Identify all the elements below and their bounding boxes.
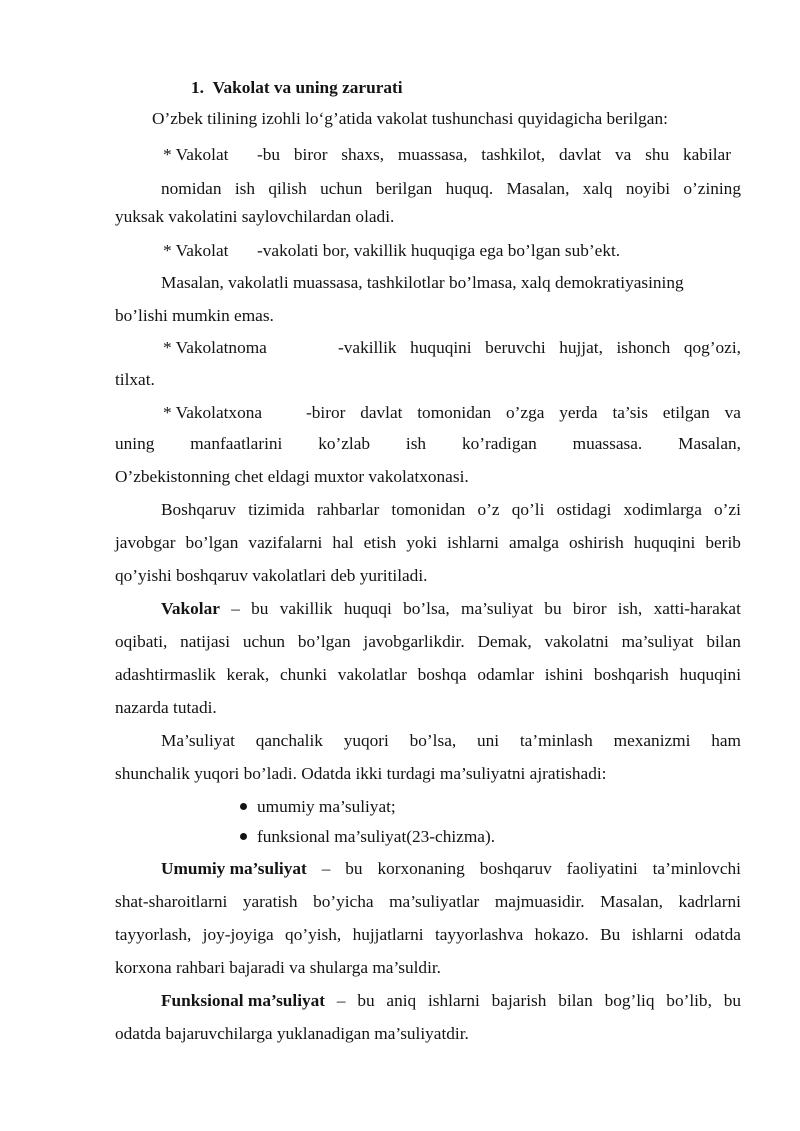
word: boshqaruv xyxy=(479,859,552,878)
word: berib xyxy=(705,533,741,552)
word: boshqa xyxy=(417,665,467,684)
word: tizimida xyxy=(248,500,305,519)
word: bajarish xyxy=(491,991,547,1010)
word: ish xyxy=(234,179,255,198)
word: qanchalik xyxy=(255,731,323,750)
intro-line: O’zbek tilining izohli lo‘g’atida vakolat tushunchasi quyidagicha berilgan: xyxy=(152,109,668,128)
word: kadrlarni xyxy=(678,892,741,911)
word: ta’sis xyxy=(612,403,648,422)
word: – xyxy=(231,599,240,618)
para2-line4: nazarda tutadi. xyxy=(115,698,217,717)
word: uni xyxy=(476,731,500,750)
def4-line1 xyxy=(306,402,741,424)
word: hal xyxy=(332,533,354,552)
bold-term: Umumiy ma’suliyat xyxy=(161,859,307,878)
word: va xyxy=(615,145,632,164)
word: adashtirmaslik xyxy=(115,665,216,684)
word: huquqi xyxy=(343,599,392,618)
word: ma’suliyatlar xyxy=(389,892,480,911)
word: boshqarish xyxy=(593,665,669,684)
word: muassasa. xyxy=(572,434,643,453)
section-heading xyxy=(191,77,403,99)
def4-line3: O’zbekistonning chet eldagi muxtor vakolatxonasi. xyxy=(115,467,469,486)
word: uning xyxy=(115,434,155,453)
word: Boshqaruv xyxy=(161,500,236,519)
word: xodimlarga xyxy=(623,500,702,519)
word: xatti-harakat xyxy=(653,599,741,618)
word: ko’radigan xyxy=(461,434,537,453)
word: tayyorlashva xyxy=(434,925,524,944)
word: rahbarlar xyxy=(316,500,380,519)
heading-title: Vakolat va uning zarurati xyxy=(212,78,403,97)
def2-definition: -vakolati bor, vakillik huquqiga ega bo’lgan sub’ekt. xyxy=(257,241,621,260)
heading-number: 1. xyxy=(191,78,204,97)
word: bilan xyxy=(706,632,741,651)
word: o’zga xyxy=(506,403,545,422)
para1-line1 xyxy=(161,499,741,521)
word: vakolatni xyxy=(544,632,609,651)
para4-line1 xyxy=(161,858,741,880)
word: huquq. xyxy=(445,179,494,198)
word: manfaatlarini xyxy=(190,434,283,453)
word: bu xyxy=(357,991,375,1010)
word: shat-sharoitlarni xyxy=(115,892,228,911)
bullet-dot-icon xyxy=(240,833,247,840)
para1-line3: qo’yishi boshqaruv vakolatlari deb yuritiladi. xyxy=(115,566,428,585)
bold-term: Funksional ma’suliyat xyxy=(161,991,326,1010)
def1-line2 xyxy=(161,178,741,200)
word: javobgarlikdir. xyxy=(363,632,465,651)
para5-line2: odatda bajaruvchilarga yuklanadigan ma’suliyatdir. xyxy=(115,1024,469,1043)
word: odatda xyxy=(694,925,741,944)
def1-line1 xyxy=(257,144,731,166)
word: noyibi xyxy=(625,179,671,198)
word: beruvchi xyxy=(485,338,546,357)
para4-line3 xyxy=(115,924,741,946)
word: – xyxy=(336,991,346,1010)
word: huquqini xyxy=(679,665,741,684)
word: uchun xyxy=(320,179,363,198)
bullet-item: funksional ma’suliyat(23-chizma). xyxy=(240,826,495,848)
word: bu xyxy=(251,599,269,618)
word: ishlarni xyxy=(428,991,480,1010)
word: huquqini xyxy=(633,533,696,552)
word: ostidagi xyxy=(556,500,612,519)
word: hujjat, xyxy=(559,338,603,357)
bullet-dot-icon xyxy=(240,803,247,810)
def2-line3: bo’lishi mumkin emas. xyxy=(115,306,274,325)
def3-line1 xyxy=(338,337,741,359)
word: bo’lgan xyxy=(185,533,239,552)
word: ta’minlovchi xyxy=(652,859,741,878)
word: qo’li xyxy=(511,500,545,519)
word: ishlarni xyxy=(631,925,684,944)
word: tomonidan xyxy=(417,403,492,422)
def1-term: * Vakolat xyxy=(163,145,229,164)
word: bo’lgan xyxy=(297,632,351,651)
para2-line3 xyxy=(115,664,741,686)
bullet-item: umumiy ma’suliyat; xyxy=(240,796,396,818)
word: Ma’suliyat xyxy=(161,731,235,750)
word: muassasa, xyxy=(397,145,468,164)
word: bo’lsa, xyxy=(409,731,457,750)
word: odamlar xyxy=(477,665,534,684)
word: Masalan, xyxy=(600,892,664,911)
para5-line1 xyxy=(161,990,741,1012)
word: -bu xyxy=(257,145,281,164)
word: faoliyatini xyxy=(566,859,638,878)
def1-line3: yuksak vakolatini saylovchilardan oladi. xyxy=(115,207,395,226)
word: hujjatlarni xyxy=(352,925,424,944)
word: biror xyxy=(572,599,607,618)
word: qilish xyxy=(268,179,307,198)
word: o’zi xyxy=(714,500,741,519)
word: mexanizmi xyxy=(613,731,691,750)
word: etilgan xyxy=(662,403,710,422)
word: bu xyxy=(345,859,363,878)
word: ishini xyxy=(544,665,584,684)
def2-term: * Vakolat xyxy=(163,241,229,260)
word: shu xyxy=(645,145,670,164)
word: bo’lsa, xyxy=(403,599,450,618)
word: majmuasidir. xyxy=(494,892,585,911)
word: biror xyxy=(293,145,328,164)
word: Masalan, xyxy=(678,434,741,453)
word: tayyorlash, xyxy=(115,925,192,944)
word: ishonch xyxy=(616,338,671,357)
word: joy-joyiga xyxy=(202,925,274,944)
word: hokazo. xyxy=(534,925,589,944)
word: qog’ozi, xyxy=(683,338,741,357)
word: Bu xyxy=(600,925,621,944)
para2-line1 xyxy=(161,598,741,620)
word: tashkilot, xyxy=(481,145,546,164)
word: davlat xyxy=(558,145,602,164)
word: yaratish xyxy=(242,892,298,911)
word: bo’lib, xyxy=(666,991,712,1010)
word: o’z xyxy=(477,500,500,519)
word: kabilar xyxy=(683,145,731,164)
word: amalga xyxy=(509,533,559,552)
word: bo’yicha xyxy=(313,892,374,911)
bold-term: Vakolar xyxy=(161,599,220,618)
word: ishlarni xyxy=(447,533,499,552)
word: Demak, xyxy=(477,632,532,651)
word: vazifalarni xyxy=(248,533,323,552)
def2-line2: Masalan, vakolatli muassasa, tashkilotlar bo’lmasa, xalq demokratiyasining xyxy=(161,273,684,292)
word: yoki xyxy=(406,533,438,552)
word: oshirish xyxy=(569,533,624,552)
para1-line2 xyxy=(115,532,741,554)
word: o’zining xyxy=(683,179,741,198)
word: javobgar xyxy=(115,533,176,552)
para4-line4: korxona rahbari bajaradi va shularga ma’suldir. xyxy=(115,958,441,977)
word: Masalan, xyxy=(506,179,570,198)
word: ma’suliyat xyxy=(621,632,694,651)
def4-term: * Vakolatxona xyxy=(163,403,263,422)
word: vakolatlar xyxy=(337,665,407,684)
word: aniq xyxy=(386,991,417,1010)
word: huquqini xyxy=(410,338,472,357)
word: ko’zlab xyxy=(318,434,371,453)
def3-term: * Vakolatnoma xyxy=(163,338,267,357)
word: ham xyxy=(711,731,741,750)
word: ma’suliyat xyxy=(461,599,533,618)
word: nomidan xyxy=(161,179,222,198)
word: bog’liq xyxy=(604,991,655,1010)
word: -biror xyxy=(306,403,346,422)
word: davlat xyxy=(360,403,403,422)
word: chunki xyxy=(280,665,328,684)
para2-line2 xyxy=(115,631,741,653)
word: korxonaning xyxy=(377,859,465,878)
para3-line2: shunchalik yuqori bo’ladi. Odatda ikki turdagi ma’suliyatni ajratishadi: xyxy=(115,764,607,783)
word: yerda xyxy=(559,403,598,422)
word: qo’yish, xyxy=(285,925,342,944)
word: vakillik xyxy=(279,599,333,618)
def4-line2 xyxy=(115,433,741,455)
word: – xyxy=(321,859,331,878)
word: bilan xyxy=(558,991,593,1010)
word: ish, xyxy=(617,599,643,618)
word: oqibati, xyxy=(115,632,168,651)
word: -vakillik xyxy=(338,338,397,357)
word: etish xyxy=(363,533,397,552)
word: bu xyxy=(544,599,562,618)
word: shaxs, xyxy=(341,145,385,164)
word: yuqori xyxy=(343,731,389,750)
para4-line2 xyxy=(115,891,741,913)
word: va xyxy=(724,403,741,422)
word: kerak, xyxy=(226,665,270,684)
def3-line2: tilxat. xyxy=(115,370,155,389)
para3-line1 xyxy=(161,730,741,752)
word: bu xyxy=(723,991,741,1010)
word: berilgan xyxy=(375,179,433,198)
word: ish xyxy=(405,434,427,453)
word: natijasi xyxy=(180,632,231,651)
word: uchun xyxy=(242,632,286,651)
word: ta’minlash xyxy=(519,731,593,750)
word: xalq xyxy=(582,179,613,198)
word: tomonidan xyxy=(391,500,466,519)
